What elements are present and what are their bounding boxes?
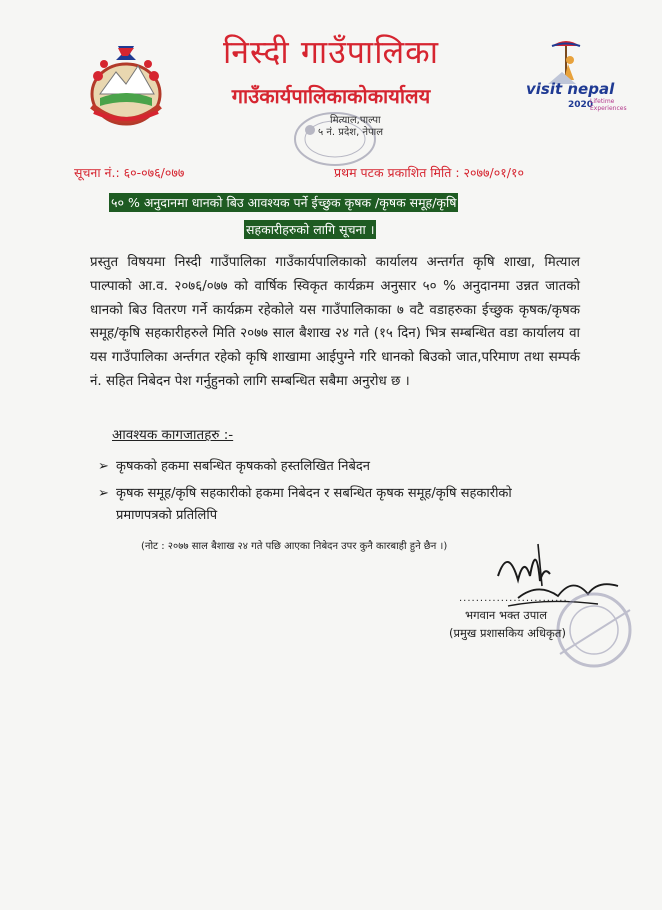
notice-body-paragraph: प्रस्तुत विषयमा निस्दी गाउँपालिका गाउँकार्यपालिकाको कार्यालय अन्तर्गत कृषि शाखा, मित्याल पाल्पाको आ.व. २०७६/०७७ को वार्षिक स्विकृत कार्यक्रम अनुसार ५० % अनुदानमा उन्नत जातको धानको बिउ वितरण गर्ने कार्यक्रम रहेकोले यस गाउँपालिकाका ७ वटै वडाहरुका ईच्छुक कृषक/कृषक समूह/कृषि सहकारीहरुले मिति २०७७ साल बैशाख २४ गते (१५ दिन) भित्र सम्बन्धित वडा कार्यालय वा यस गाउँपालिका अर्न्तगत रहेको कृषि शाखामा आईपुग्ने गरि धानको बिउको जात,परिमाण तथा सम्पर्क नं. सहित निबेदन पेश गर्नुहुनको लागि सम्बन्धित सबैमा अनुरोध छ । [90, 255, 580, 389]
requirements-heading: आवश्यक कागजातहरु :- [112, 427, 234, 443]
visit-logo-year: 2020 [568, 100, 594, 110]
requirement-item [98, 456, 568, 478]
arrow-bullet-icon: ➢ [98, 459, 109, 474]
notice-banner-line-2: सहकारीहरुको लागि सूचना । [246, 222, 375, 237]
signatory-title: (प्रमुख प्रशासकिय अधिकृत) [449, 626, 566, 640]
visit-logo-tagline: Lifetime Experiences [590, 98, 627, 112]
arrow-bullet-icon: ➢ [98, 486, 109, 501]
requirement-item-text: कृषक समूह/कृषि सहकारीको हकमा निबेदन र सबन्धित कृषक समूह/कृषि सहकारीको प्रमाणपत्रको प्रतिलिपि [116, 486, 512, 523]
municipality-title: निस्दी गाउँपालिका [222, 33, 440, 71]
deadline-note: (नोट : २०७७ साल बैशाख २४ गते पछि आएका निबेदन उपर कुनै कारबाही हुने छैन ।) [141, 541, 448, 552]
visit-logo-text: visit nepal [526, 80, 615, 98]
notice-number: सूचना नं.: ६०-०७६/०७७ [74, 165, 185, 180]
address-line-1: मित्याल,पाल्पा [330, 115, 381, 126]
published-date: प्रथम पटक प्रकाशित मिति : २०७७/०१/१० [334, 165, 524, 180]
signatory-name: भगवान भक्त उपाल [465, 608, 548, 622]
notice-banner-line-1: ५० % अनुदानमा धानको बिउ आवश्यक पर्ने ईच्छुक कृषक /कृषक समूह/कृषि [111, 195, 457, 210]
signature-line: .......................... [459, 593, 568, 604]
requirement-item-text: कृषकको हकमा सबन्धित कृषकको हस्तलिखित निबेदन [116, 459, 371, 474]
office-subtitle: गाउँकार्यपालिकाकोकार्यालय [231, 84, 431, 108]
address-line-2: ५ नं. प्रदेश, नेपाल [318, 127, 384, 138]
requirement-item [98, 483, 568, 527]
